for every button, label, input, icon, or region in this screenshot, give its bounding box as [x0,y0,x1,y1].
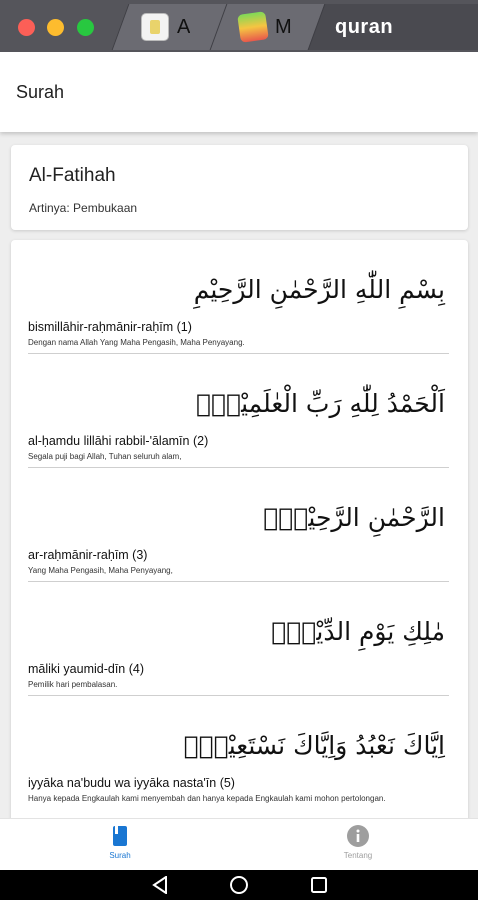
browser-tab-active[interactable] [308,4,478,50]
ayah-item[interactable] [28,696,449,810]
system-navigation-bar [0,870,478,900]
info-icon [347,825,369,847]
window-titlebar [0,0,478,52]
ayah-latin: iyyāka na'budu wa iyyāka nasta'īn (5) [28,776,235,790]
nav-label-surah: Surah [109,851,131,860]
tab-label: A [177,15,191,38]
ayah-arabic: اَلْحَمْدُ لِلّٰهِ رَبِّ الْعٰلَمِيْنَۙ [196,389,445,418]
book-icon [109,825,131,847]
ayah-arabic: مٰلِكِ يَوْمِ الدِّيْنِۗ [271,617,445,646]
close-window-button[interactable] [18,19,35,36]
ayah-arabic: بِسْمِ اللّٰهِ الرَّحْمٰنِ الرَّحِيْمِ [193,275,445,304]
recent-square-icon[interactable] [309,875,329,895]
ayah-arabic: الرَّحْمٰنِ الرَّحِيْمِۙ [263,503,445,532]
nav-label-tentang: Tentang [343,851,373,860]
page-title: Surah [16,81,65,102]
ayah-item[interactable] [28,468,449,582]
ayah-latin: māliki yaumid-dīn (4) [28,662,145,676]
nav-item-surah[interactable] [60,819,180,870]
bluestacks-icon [237,11,269,43]
ayah-item[interactable] [28,240,449,354]
home-circle-icon[interactable] [229,875,249,895]
app-screen [0,52,478,870]
ayah-translation: Segala puji bagi Allah, Tuhan seluruh alam, [28,452,182,461]
ayah-item[interactable] [28,582,449,696]
tab-label: M [275,15,292,38]
ayah-translation: Dengan nama Allah Yang Maha Pengasih, Maha Penyayang. [28,338,245,347]
ayah-translation: Yang Maha Pengasih, Maha Penyayang, [28,566,173,575]
minimize-window-button[interactable] [47,19,64,36]
ayah-arabic: اِيَّاكَ نَعْبُدُ وَاِيَّاكَ نَسْتَعِيْنُۗ [183,731,445,760]
tab-label: quran [335,15,394,38]
ayat-list[interactable] [11,240,468,870]
ayah-latin: ar-raḥmānir-raḥīm (3) [28,548,148,562]
ayah-translation: Hanya kepada Engkaulah kami menyembah dan hanya kepada Engkaulah kami mohon pertolongan. [28,794,386,803]
bottom-navigation [0,818,478,870]
nav-item-tentang[interactable] [298,819,418,870]
back-triangle-icon[interactable] [150,875,170,895]
app-bar [0,52,478,132]
ayah-item[interactable] [28,354,449,468]
surah-info-card [11,145,468,230]
ayah-latin: bismillāhir-raḥmānir-raḥīm (1) [28,320,192,334]
document-app-icon [141,13,169,41]
ayah-latin: al-ḥamdu lillāhi rabbil-'ālamīn (2) [28,434,209,448]
surah-name: Al-Fatihah [29,165,116,186]
ayah-translation: Pemilik hari pembalasan. [28,680,118,689]
surah-meaning: Artinya: Pembukaan [29,201,138,215]
maximize-window-button[interactable] [77,19,94,36]
